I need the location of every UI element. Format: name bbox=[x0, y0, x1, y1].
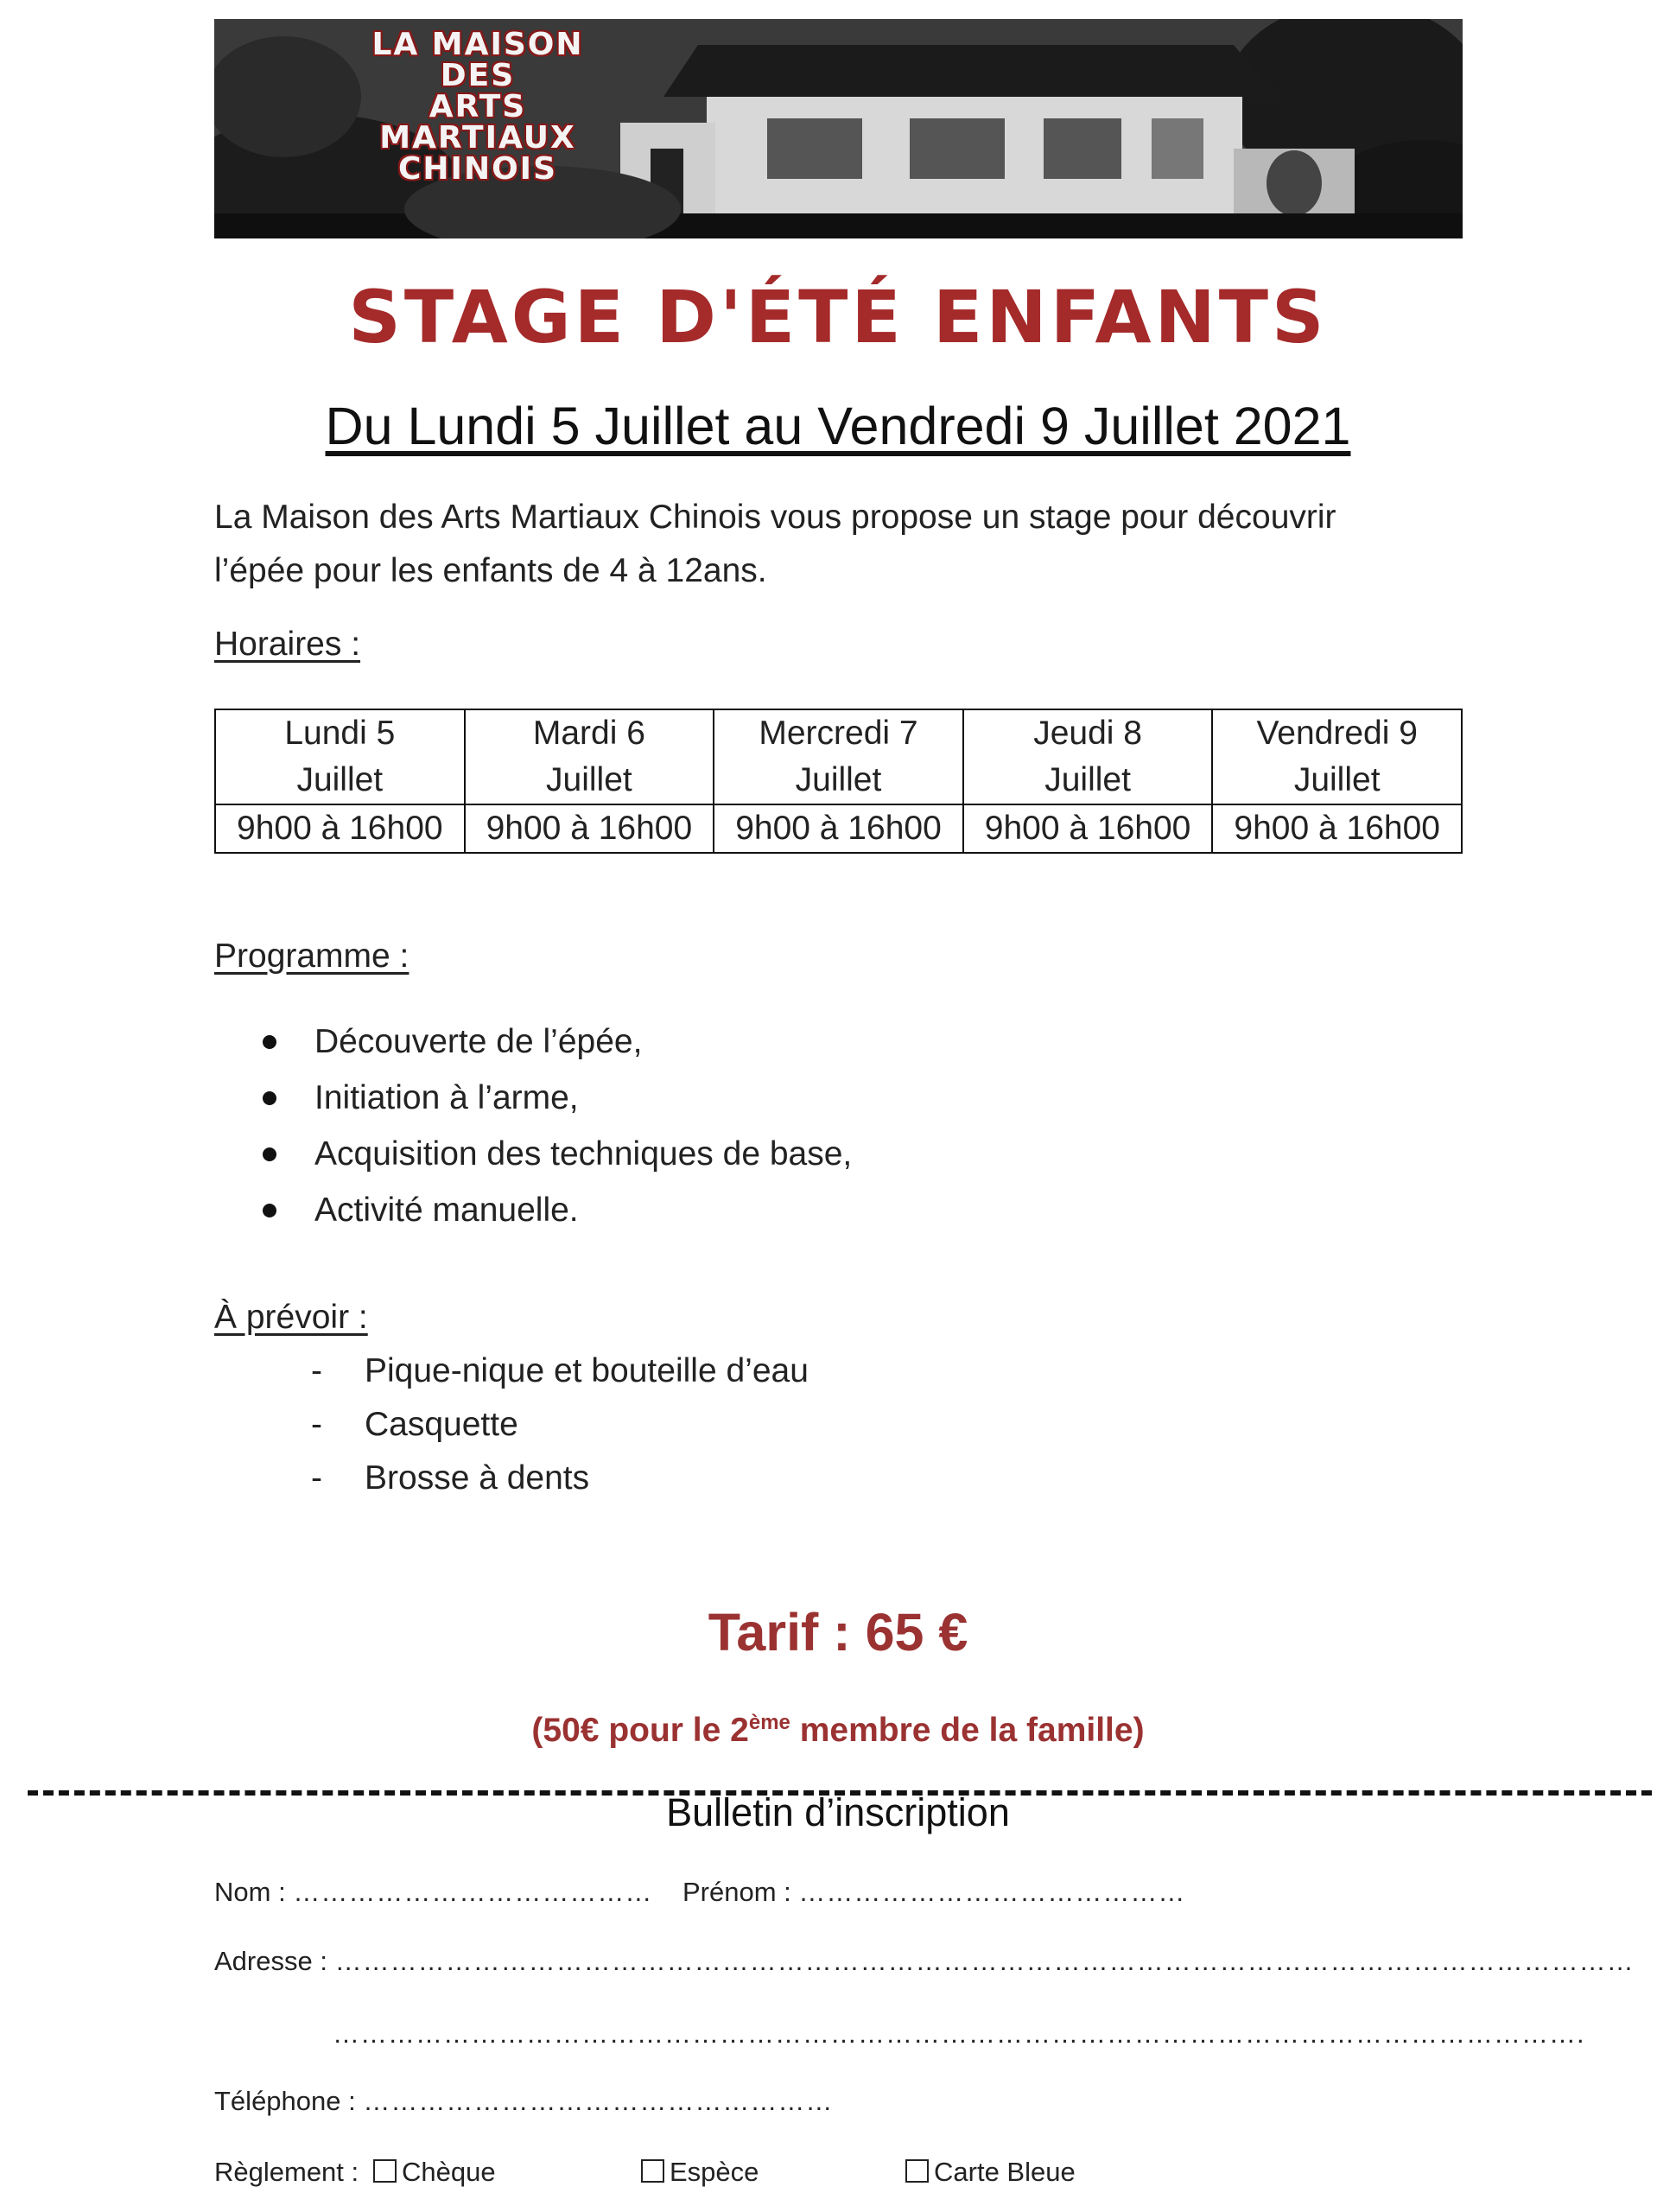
bullet-icon bbox=[263, 1035, 276, 1049]
reglement-label: Règlement : bbox=[214, 2157, 359, 2187]
adresse-blank[interactable]: ………………………………………………………………………………………………………………………. bbox=[333, 2018, 1585, 2049]
prenom-label: Prénom : bbox=[682, 1877, 791, 1907]
list-item: - Casquette bbox=[311, 1403, 809, 1457]
list-item: - Pique-nique et bouteille d’eau bbox=[311, 1350, 809, 1403]
adresse-field[interactable] bbox=[214, 1946, 1635, 1977]
bulletin-title: Bulletin d’inscription bbox=[666, 1790, 1010, 1834]
horaires-label: Horaires : bbox=[214, 626, 361, 663]
dash-icon: - bbox=[311, 1406, 322, 1443]
dash-icon: - bbox=[311, 1459, 322, 1497]
schedule-hours-row bbox=[215, 804, 1462, 853]
price-note: (50€ pour le 2ème membre de la famille) bbox=[531, 1711, 1145, 1749]
bullet-icon bbox=[263, 1091, 276, 1105]
bullet-icon bbox=[263, 1147, 276, 1161]
adresse-field-line2[interactable] bbox=[333, 2018, 1585, 2050]
adresse-label: Adresse : bbox=[214, 1946, 327, 1976]
schedule-hours-cell: 9h00 à 16h00 bbox=[963, 804, 1213, 853]
telephone-field[interactable] bbox=[214, 2086, 833, 2117]
programme-label: Programme : bbox=[214, 938, 409, 975]
list-item: Activité manuelle. bbox=[259, 1190, 852, 1246]
telephone-blank[interactable]: …………………………………………… bbox=[363, 2086, 834, 2116]
banner-logo-text bbox=[335, 29, 620, 185]
dash-icon: - bbox=[311, 1352, 322, 1389]
schedule-day-cell: Lundi 5 Juillet bbox=[215, 709, 465, 804]
checkbox-icon[interactable] bbox=[641, 2159, 664, 2183]
intro-line: La Maison des Arts Martiaux Chinois vous propose un stage pour découvrir bbox=[214, 499, 1336, 536]
checkbox-icon[interactable] bbox=[373, 2159, 397, 2183]
list-item: - Brosse à dents bbox=[311, 1457, 809, 1510]
schedule-hours-cell: 9h00 à 16h00 bbox=[714, 804, 963, 853]
banner-title-line: CHINOIS bbox=[398, 151, 557, 187]
adresse-blank[interactable]: …………………………………………………………………………………………………………………………… bbox=[334, 1946, 1635, 1976]
schedule-day-cell: Mardi 6 Juillet bbox=[465, 709, 714, 804]
prenom-blank[interactable]: …………………………………… bbox=[798, 1877, 1186, 1907]
schedule-hours-cell: 9h00 à 16h00 bbox=[215, 804, 465, 853]
list-item: Acquisition des techniques de base, bbox=[259, 1134, 852, 1190]
intro-paragraph bbox=[214, 491, 1441, 598]
schedule-table bbox=[214, 709, 1463, 854]
banner-title-line: LA MAISON DES bbox=[371, 27, 584, 93]
page-title: STAGE D'ÉTÉ ENFANTS bbox=[348, 275, 1328, 359]
option-cheque[interactable]: Chèque bbox=[373, 2157, 496, 2188]
option-espece[interactable]: Espèce bbox=[641, 2157, 759, 2188]
prevoir-list bbox=[311, 1350, 809, 1510]
nom-field[interactable] bbox=[214, 1877, 652, 1908]
checkbox-icon[interactable] bbox=[905, 2159, 929, 2183]
schedule-day-cell: Vendredi 9 Juillet bbox=[1212, 709, 1462, 804]
intro-line: l’épée pour les enfants de 4 à 12ans. bbox=[214, 552, 767, 589]
telephone-label: Téléphone : bbox=[214, 2086, 356, 2116]
schedule-hours-cell: 9h00 à 16h00 bbox=[1212, 804, 1462, 853]
nom-label: Nom : bbox=[214, 1877, 286, 1907]
schedule-days-row bbox=[215, 709, 1462, 804]
price-heading: Tarif : 65 € bbox=[708, 1603, 968, 1662]
prevoir-label: À prévoir : bbox=[214, 1299, 368, 1336]
header-banner bbox=[214, 19, 1463, 238]
date-range-heading: Du Lundi 5 Juillet au Vendredi 9 Juillet 2021 bbox=[325, 397, 1351, 455]
schedule-hours-cell: 9h00 à 16h00 bbox=[465, 804, 714, 853]
banner-title-line: ARTS MARTIAUX bbox=[379, 89, 576, 156]
nom-blank[interactable]: ………………………………… bbox=[293, 1877, 653, 1907]
programme-list bbox=[259, 1021, 852, 1246]
list-item: Découverte de l’épée, bbox=[259, 1021, 852, 1077]
option-carte-bleue[interactable]: Carte Bleue bbox=[905, 2157, 1076, 2188]
list-item: Initiation à l’arme, bbox=[259, 1077, 852, 1134]
bullet-icon bbox=[263, 1204, 276, 1217]
schedule-day-cell: Mercredi 7 Juillet bbox=[714, 709, 963, 804]
schedule-day-cell: Jeudi 8 Juillet bbox=[963, 709, 1213, 804]
prenom-field[interactable] bbox=[682, 1877, 1185, 1908]
